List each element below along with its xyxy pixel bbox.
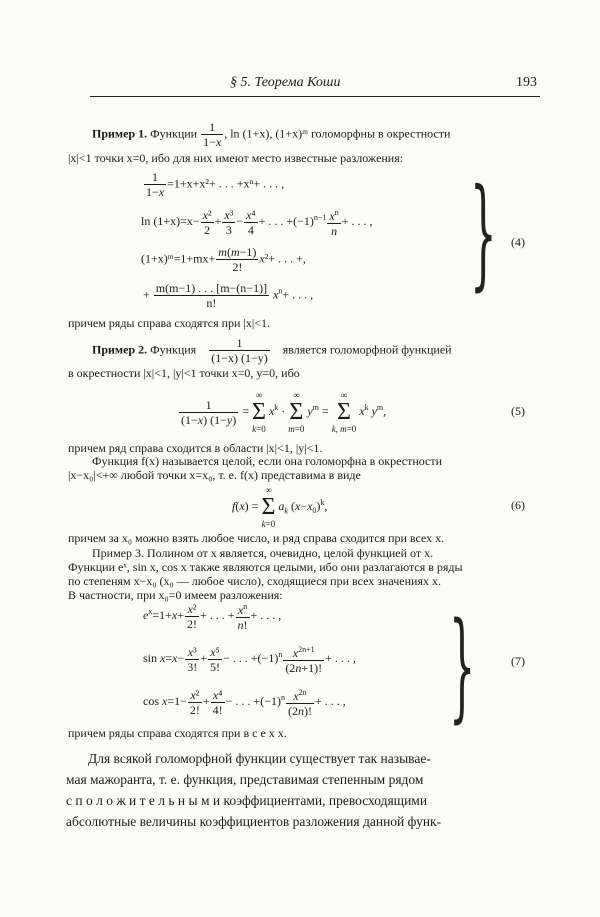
eq7-number: (7): [511, 654, 525, 668]
example1-label: Пример 1.: [92, 126, 148, 141]
example3-after: причем ряды справа сходятся при в с е х x.: [68, 726, 287, 740]
example1-after: причем ряды справа сходятся при |x|<1.: [68, 316, 271, 330]
eq7-row2: sin x=x− $\frac{\text{x³}}{3!}$ + $\frac{\text{x⁵}}{5!}$ − . . . $+(-1)^n$ $\frac{x^{2n+1}}{(2n+1)!}$ + . . . ,: [143, 644, 356, 675]
example3-line3: по степеням x−x₀ (x₀ — любое число), сходящиеся при всех значениях x.: [68, 574, 441, 588]
eq6: f(x) = ∞ Σ k=0 $a_k$ $(x-x_0)^k$,: [232, 485, 328, 529]
entire-after: причем за x₀ можно взять любое число, и ряд справа сходится при всех x.: [68, 531, 445, 545]
eq7-row3: cos x=1− $\frac{\text{x²}}{2!}$ + $\frac{\text{x⁴}}{4!}$ − . . . $+(-1)^n$ $\frac{x^{2n}}{(2n)!}$ + . . . ,: [143, 687, 346, 718]
fraction-1-over-1-minus-x: $\frac{1}{1-x}$: [203, 120, 222, 149]
example3-line2: Функции eˣ, sin x, cos x также являются целыми, ибо они разлагаются в ряды: [68, 560, 463, 574]
eq4-row4: + $\frac{m(m-1) . . . [m-(n-1)]}{n!}$ $x^n+$ . . . ,: [143, 281, 314, 310]
closing-line2: мая мажоранта, т. е. функция, представимая степенным рядом: [66, 772, 424, 787]
closing-line1: Для всякой голоморфной функции существует так называе-: [88, 751, 431, 766]
running-head: § 5. Теорема Коши: [230, 75, 341, 90]
eq4-row3: (1+x)ᵐ=1+mx+ $\frac{m(m-1)}{2!}$ x²+ . . . +,: [141, 245, 306, 274]
eq4-number: (4): [511, 235, 525, 249]
example3-line1: Пример 3. Полином от x является, очевидно, целой функцией от x.: [92, 546, 434, 560]
page-number: 193: [516, 75, 537, 90]
closing-line3: с п о л о ж и т е л ь н ы м и коэффициентами, превосходящими: [66, 793, 428, 808]
eq6-number: (6): [511, 498, 525, 512]
example2-intro: Пример 2. Функция $\frac{1}{(1-x) (1-y)}$ является голоморфной функцией: [92, 336, 452, 365]
example1-line2: |x|<1 точки x=0, ибо для них имеют место известные разложения:: [68, 151, 404, 165]
entire-def-line1: Функция f(x) называется целой, если она голоморфна в окрестности: [92, 454, 443, 468]
closing-line4: абсолютные величины коэффициентов разложения данной функ-: [66, 814, 442, 829]
example2-after: причем ряд справа сходится в области |x|<1, |y|<1.: [68, 441, 323, 455]
example3-line4: В частности, при x₀=0 имеем разложения:: [68, 588, 283, 602]
example1-intro: Пример 1. Функции $\frac{1}{1-x}$ , ln (1+x), (1+x)ᵐ голоморфны в окрестности: [92, 120, 451, 149]
eq5: $\frac{1}{(1-x) (1-y)}$ = ∞ Σ k=0 $x^k$ · ∞ Σ m=0 $y^m$ = ∞ Σ k, m=0 $x^k$ $y^m$,: [181, 390, 387, 434]
eq7-row1: $e^x=1+x+$ $\frac{\text{x²}}{2!}$ + . . . + $\frac{x^n}{n!}$ + . . . ,: [143, 601, 282, 632]
eq5-number: (5): [511, 404, 525, 418]
eq4-row1: $\frac{1}{1-x}$ =1+x+x²+ . . . +xⁿ+ . . . ,: [146, 170, 285, 199]
example2-line2: в окрестности |x|<1, |y|<1 точки x=0, y=0, ибо: [68, 366, 300, 380]
header-rule: [90, 96, 540, 97]
entire-def-line2: |x−x₀|<+∞ любой точки x=x₀, т. е. f(x) представима в виде: [68, 468, 361, 482]
eq4-row2: ln (1+x)=x− $\frac{\text{x²}}{2}$ + $\frac{\text{x³}}{3}$ − $\frac{\text{x⁴}}{4}$ + . . . $+(-1)^{n-1}$ $\frac{x^n}{n}$ + . . . ,: [141, 207, 373, 238]
right-brace-7: }: [449, 596, 476, 734]
right-brace-4: }: [470, 164, 497, 303]
